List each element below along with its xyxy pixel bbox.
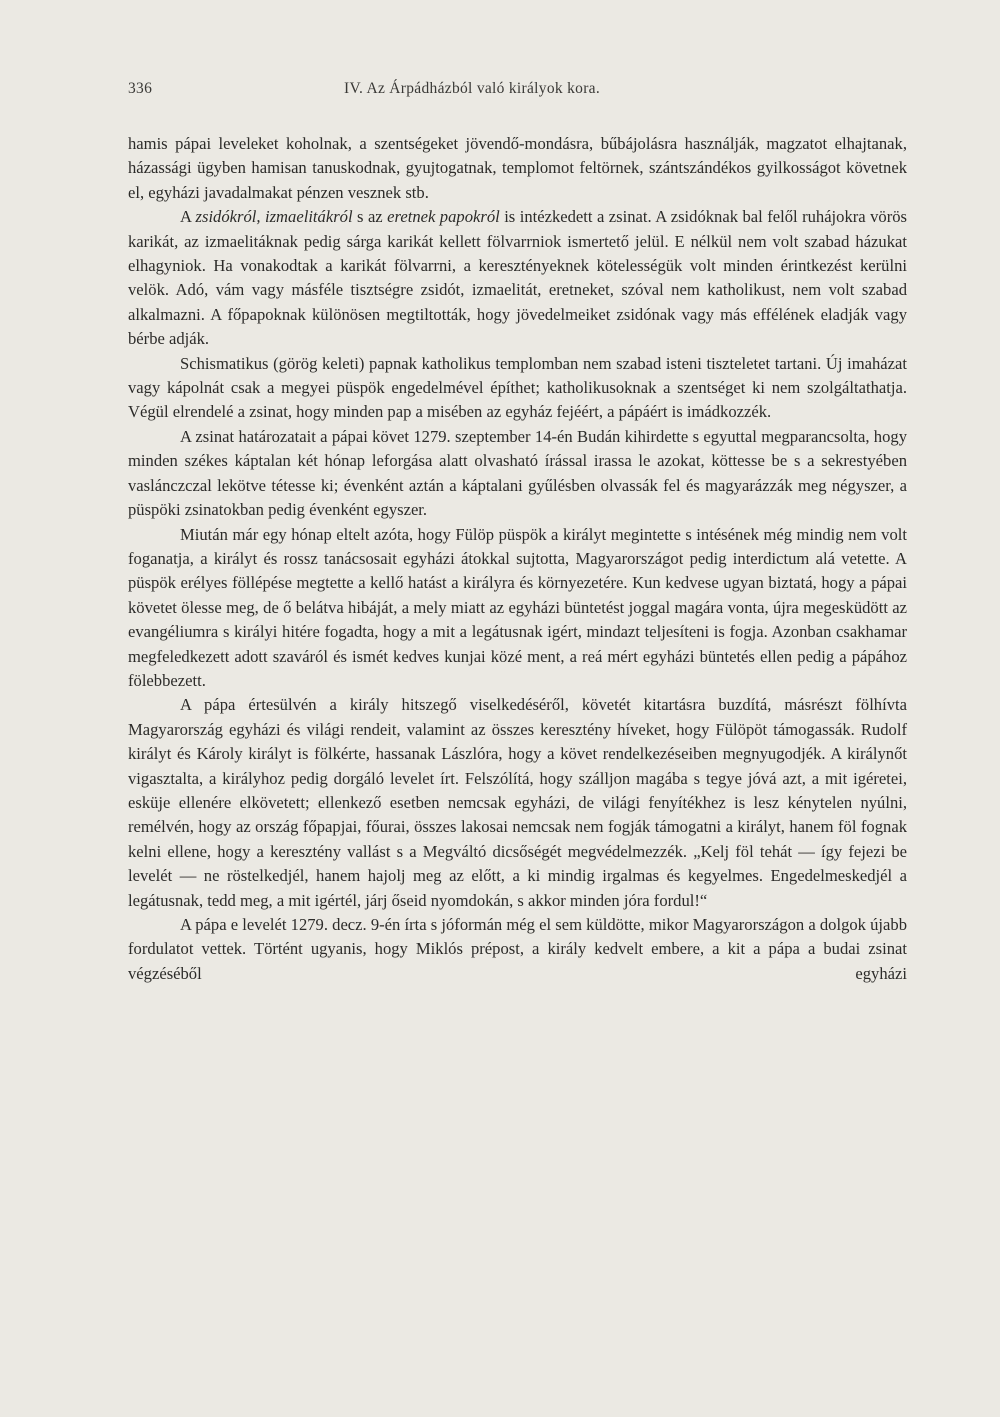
paragraph-5: Miután már egy hónap eltelt azóta, hogy Fülöp püspök a királyt megintette s intésének még mindig nem volt foganatja, a királyt és rossz tanácsosait egyházi átokkal sujtotta, Magyarországot pedig interdictum alá vetette. A püspök erélyes föllépése megtette a kellő hatást a királyra és környezetére. Kun kedvese ugyan biztatá, hogy a pápai követet ölesse meg, de ő belátva hibáját, a mely miatt az egyházi büntetést joggal magára vonta, újra megesküdött az evangéliumra s királyi hitére fogadta, hogy a mit a legátusnak igért, mindazt teljesíteni is fogja. Azonban csakhamar megfeledkezett adott szaváról és ismét kedves kunjai közé ment, a reá mért egyházi büntetés ellen pedig a pápához fölebbezett.: [128, 524, 907, 690]
emphasis-zsidokrol: zsidókról, izmaelitákról: [195, 207, 353, 227]
paragraph-3: Schismatikus (görög keleti) papnak katholikus templomban nem szabad isteni tiszteletet tartani. Új imaházat vagy kápolnát csak a megyei püspök engedelmével építhet; katholikusoknak a szentséget ki nem szolgáltathatja. Végül elrendelé a zsinat, hogy minden pap a misében az egyház fejéért, a pápáért is imádkozzék.: [128, 353, 907, 422]
body-text: [128, 132, 907, 986]
page-number: 336: [128, 80, 153, 97]
running-head: IV. Az Árpádházból való királyok kora.: [344, 80, 601, 97]
paragraph-2: [128, 205, 907, 351]
paragraph-2-rest: is intézkedett a zsinat. A zsidóknak bal felől ruhájokra vörös karikát, az izmaelitáknak pedig sárga karikát kellett fölvarrniok ismertető jelül. E nélkül nem volt szabad házukat elhagyniok. Ha vonakodtak a karikát fölvarrni, a keresztényeknek kötelességük volt minden érintkezést kerülni velök. Adó, vám vagy másféle tisztségre zsidót, izmaelitát, eretneket, szóval nem katholikust, nem volt szabad alkalmazni. A főpapoknak különösen megtiltották, hogy jövedelmeiket zsidónak vagy más effélének eladják vagy bérbe adják.: [128, 207, 907, 349]
emphasis-eretnek-papokrol: eretnek papokról: [387, 207, 500, 227]
page-header: [128, 80, 907, 114]
paragraph-2-lead: A: [180, 207, 196, 227]
paragraph-6: A pápa értesülvén a király hitszegő viselkedéséről, követét kitartásra buzdítá, másrészt fölhívta Magyarország egyházi és világi rendeit, valamint az összes keresztény híveket, hogy Fülöpöt támogassák. Rudolf királyt és Károly királyt is fölkérte, hassanak Lászlóra, hogy a követ rendelkezéseiben megnyugodjék. A királynőt vigasztalta, a királyhoz pedig dorgáló levelet írt. Felszólítá, hogy szálljon magába s tegye jóvá azt, a mit igéretei, esküje ellenére elkövetett; ellenkező esetben nemcsak egyházi, de világi fenyítékhez is lesz kénytelen nyúlni, remélvén, hogy az ország főpapjai, főurai, összes lakosai nemcsak nem fogják támogatni a királyt, hanem föl fognak kelni ellene, hogy a keresztény vallást s a Megváltó dicsőségét megvédelmezzék. „Kelj föl tehát — így fejezi be levelét — ne röstelkedjél, hanem hajolj meg az előtt, a ki mindig irgalmas és kegyelmes. Engedelmeskedjél a legátusnak, tedd meg, a mit igértél, járj őseid nyomdokán, s akkor minden jóra fordul!“: [128, 695, 907, 910]
paragraph-4: A zsinat határozatait a pápai követ 1279. szeptember 14-én Budán kihirdette s egyuttal megparancsolta, hogy minden székes káptalan két hónap leforgása alatt olvasható írással irassa le azokat, köttesse be s a sekrestyében vaslánczczal lekötve tétesse ki; évenként aztán a káptalani gyűlésben olvassák fel és magyarázzák meg négyszer, a püspöki zsinatokban pedig évenként egyszer.: [128, 426, 907, 520]
paragraph-1: hamis pápai leveleket koholnak, a szentségeket jövendő-mondásra, bűbájolásra használják, magzatot elhajtanak, házassági ügyben hamisan tanuskodnak, gyujtogatnak, templomot feltörnek, szántszándékos gyilkosságot követnek el, egyházi javadalmakat pénzen vesznek stb.: [128, 134, 907, 202]
paragraph-7: A pápa e levelét 1279. decz. 9-én írta s jóformán még el sem küldötte, mikor Magyarországon a dolgok újabb fordulatot vettek. Történt ugyanis, hogy Miklós prépost, a király kedvelt embere, a kit a pápa a budai zsinat végzéséből egyházi: [128, 915, 907, 983]
paragraph-2-conj: s az: [352, 207, 388, 227]
